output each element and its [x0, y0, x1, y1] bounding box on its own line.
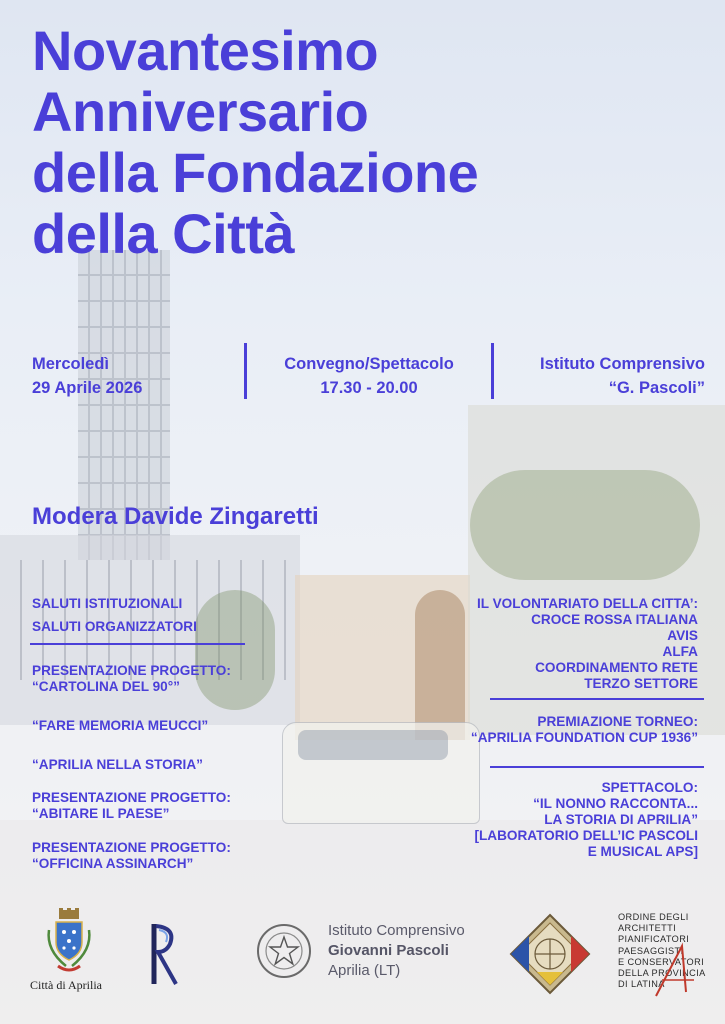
title-line: della Città: [32, 202, 295, 265]
stylized-a-logo-icon: [150, 922, 180, 986]
italian-republic-emblem-icon: [256, 923, 312, 979]
city-name: Città di Aprilia: [30, 978, 102, 992]
program-text: PREMIAZIONE TORNEO:: [537, 714, 698, 729]
moderator: Modera Davide Zingaretti: [32, 503, 319, 530]
divider: [244, 343, 247, 399]
program-text: [LABORATORIO DELL’IC PASCOLI: [474, 828, 698, 843]
ordine-line: ORDINE DEGLI: [618, 912, 689, 922]
school-logo-text: [328, 921, 465, 981]
program-text: “OFFICINA ASSINARCH”: [32, 856, 194, 871]
ordine-line: DI LATINA: [618, 979, 665, 990]
venue-line: “G. Pascoli”: [608, 379, 705, 397]
program-item-left: [32, 790, 231, 822]
program-item-left: [32, 596, 182, 612]
program-text: “CARTOLINA DEL 90°”: [32, 679, 180, 694]
program-text: “IL NONNO RACCONTA...: [533, 796, 698, 811]
program-text: E MUSICAL APS]: [587, 844, 698, 859]
separator: [490, 698, 704, 700]
program-item-left: [32, 663, 231, 695]
program-item-left: [32, 840, 231, 872]
program-text: “FARE MEMORIA MEUCCI”: [32, 718, 209, 733]
program-text: CROCE ROSSA ITALIANA: [531, 612, 698, 627]
program-text: ALFA: [662, 644, 698, 659]
program-text: “ABITARE IL PAESE”: [32, 806, 170, 821]
event-day: Mercoledì: [32, 355, 110, 373]
program-text: SALUTI ISTITUZIONALI: [32, 596, 183, 611]
program-text: PRESENTAZIONE PROGETTO:: [32, 663, 231, 678]
aprilia-coat-of-arms-icon: [44, 908, 94, 976]
divider: [491, 343, 494, 399]
school-line: Giovanni Pascoli: [328, 942, 449, 959]
ordine-line: PAESAGGISTI: [618, 945, 684, 956]
program-text: PRESENTAZIONE PROGETTO:: [32, 790, 231, 805]
program-text: SPETTACOLO:: [601, 780, 698, 795]
venue-line: Istituto Comprensivo: [539, 355, 705, 373]
event-type: Convegno/Spettacolo: [284, 355, 454, 373]
ordine-line: PIANIFICATORI: [618, 934, 690, 945]
school-line: Istituto Comprensivo: [328, 922, 465, 939]
event-date: [32, 352, 142, 400]
program-item-left: [32, 718, 208, 734]
event-date-value: 29 Aprile 2026: [32, 379, 143, 397]
event-venue: [500, 352, 705, 400]
event-time: 17.30 - 20.00: [320, 379, 418, 397]
ordine-line: E CONSERVATORI: [618, 956, 705, 967]
program-text: SALUTI ORGANIZZATORI: [32, 619, 197, 634]
title-line: Anniversario: [32, 80, 369, 143]
background-arch: [415, 590, 465, 740]
ordine-line: DELLA PROVINCIA: [618, 968, 706, 979]
program-text: “APRILIA FOUNDATION CUP 1936”: [470, 730, 698, 745]
program-text: LA STORIA DI APRILIA”: [544, 812, 698, 827]
program-text: AVIS: [667, 628, 698, 643]
event-schedule: [258, 352, 480, 400]
program-text: IL VOLONTARIATO DELLA CITTA’:: [476, 596, 698, 611]
program-item-left: [32, 757, 203, 773]
program-text: “APRILIA NELLA STORIA”: [32, 757, 203, 772]
program-text: COORDINAMENTO RETE: [535, 660, 698, 675]
program-text: TERZO SETTORE: [584, 676, 698, 691]
assinarch-diamond-logo-icon: [509, 913, 591, 995]
program-item-right: [471, 714, 698, 746]
separator: [30, 643, 245, 645]
background-car-window: [298, 730, 448, 760]
ordine-line: ARCHITETTI: [618, 923, 677, 934]
program-item-right: [477, 596, 698, 692]
program-item-right: [474, 780, 698, 860]
program-item-left: [32, 619, 197, 635]
school-line: Aprilia (LT): [328, 962, 401, 979]
background-tree-right: [470, 470, 700, 580]
title-line: Novantesimo: [32, 19, 379, 82]
separator: [490, 766, 704, 768]
program-text: PRESENTAZIONE PROGETTO:: [32, 840, 231, 855]
poster-title: [32, 20, 712, 264]
red-stroke-mark-icon: [652, 940, 702, 1000]
title-line: della Fondazione: [32, 141, 479, 204]
